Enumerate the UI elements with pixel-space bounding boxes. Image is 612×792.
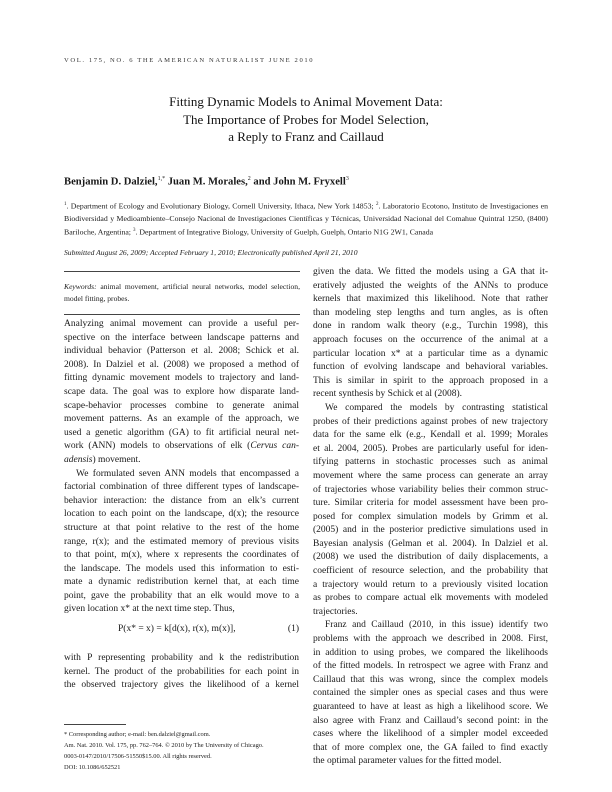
text-line: work (ANN) models to observations of elk (Cervus can- — [64, 441, 300, 452]
footnote-rule — [64, 724, 126, 725]
text-line: of trajectories whose variability belies their common struc- — [313, 484, 548, 495]
text-line: guaranteed to have at least as high a likelihood score. We — [313, 702, 548, 712]
text-line: factorial combination of three different types of landscape- — [64, 482, 299, 493]
footnote-citation: Am. Nat. 2010. Vol. 175, pp. 762–764. © 2010 by The University of Chicago. — [64, 742, 264, 749]
footnote-corresponding-author: * Corresponding author; e-mail: ben.dalziel@gmail.com. — [64, 731, 211, 738]
text-line: particular location x* at a particular time as a dynamic — [313, 348, 548, 359]
text-line: Franz and Caillaud (2010, in this issue) identify two — [325, 620, 548, 631]
running-head: VOL. 175, NO. 6 THE AMERICAN NATURALIST JUNE 2010 — [64, 57, 315, 64]
text-line: ture. Similar criteria for model assessment have been pro- — [313, 498, 548, 509]
text-line: This is similar in spirit to the approach proposed in a — [313, 375, 548, 386]
text-line: movement patterns. As an example of the approach, we — [64, 414, 299, 425]
keywords — [64, 281, 300, 305]
text-line: as probes to compare actual elk movements with modeled — [313, 593, 548, 604]
title-line: The Importance of Probes for Model Selection, — [183, 111, 429, 127]
article-title — [64, 93, 548, 146]
text-line: range, r(x); and the estimated memory of previous visits — [64, 536, 299, 547]
text-line: a trajectory would return to a previously visited location — [313, 579, 548, 590]
footnotes — [64, 729, 300, 773]
text-line: coefficient of resource selection, and the probability that — [313, 566, 548, 577]
text-line: behavior interaction: the distance from an elk’s current — [64, 495, 299, 506]
text-line: mate a dynamic redistribution kernel that, at each time — [64, 577, 299, 588]
text-line: individual behavior (Patterson et al. 2008; Schick et al. — [64, 346, 299, 357]
text-line: the observed trajectory gives the likelihood of a kernel — [64, 680, 299, 691]
publication-dates: Submitted August 26, 2009; Accepted February 1, 2010; Electronically published April 21, 2010 — [64, 248, 358, 257]
text-line: used a genetic algorithm (GA) to fit artificial neural net- — [64, 427, 299, 438]
text-line: Analyzing animal movement can provide a useful per- — [64, 319, 299, 329]
keywords-label: Keywords: — [64, 282, 97, 291]
text-line: Caillaud that this was wrong, since the complex models — [313, 674, 548, 685]
author-affil-marker: 2 — [247, 176, 251, 182]
author-list — [64, 176, 349, 188]
text-line: recent synthesis by Schick et al (2008). — [313, 389, 463, 400]
footnote-rights: 0003-0147/2010/17506-51550$15.00. All rights reserved. — [64, 753, 212, 760]
text-line: trajectories. — [313, 606, 358, 617]
text-line: done in random walk theory (e.g., Turchin 1998), this — [313, 321, 548, 332]
text-line: cases where the likelihood of a simpler model exceeded — [313, 729, 548, 740]
title-line: a Reply to Franz and Caillaud — [228, 129, 384, 144]
text-line: kernels that maximized this likelihood. Note that rather — [313, 294, 548, 305]
keywords-text: animal movement, artificial neural networks, model selection, model fitting, probes. — [64, 282, 300, 303]
text-line: scape-behavior processes combine to generate animal — [64, 400, 299, 411]
text-line: data for the same elk (e.g., Kendall et al. 1999; Morales — [313, 430, 548, 441]
text-line: that of more complex one, the GA failed to find exactly — [313, 742, 548, 753]
text-line: spective on the interface between landscape patterns and — [64, 332, 299, 343]
equation-1 — [64, 624, 299, 640]
text-line: approach focuses on the occurrence of the animal at a — [313, 334, 548, 345]
keywords-rule-top — [64, 271, 300, 272]
left-column-continued — [64, 652, 299, 693]
text-line: in addition to using probes, we compared the likelihoods — [313, 647, 548, 658]
text-line: (2005) and in the posterior predictive simulations used in — [313, 525, 548, 536]
author-affil-marker: 3 — [345, 176, 349, 182]
text-line: (2008) we used the distribution of daily displacements, a — [313, 552, 548, 563]
text-line: We compared the models by contrasting statistical — [325, 402, 548, 413]
author-name: and John M. Fryxell — [250, 176, 346, 188]
species-name: adensis — [64, 454, 93, 465]
text-line: Bayesian analysis (Gelman et al. 2004). In Dalziel et al. — [313, 538, 548, 549]
text-line: scape data. The goal was to explore how disparate land- — [64, 386, 299, 397]
keywords-rule-bottom — [64, 314, 300, 315]
text-line: also agree with Franz and Caillaud’s second point: in the — [313, 715, 548, 726]
equation-number: (1) — [287, 624, 299, 634]
text-line: point, gave the probability that an elk would move to a — [64, 590, 299, 601]
text-line: probes of their predictions against probes of new trajectory — [313, 416, 548, 427]
text-line: problems with the approach we described in 2008. First, — [313, 634, 548, 645]
text-line: adensis) movement. — [64, 454, 141, 465]
text-line: We formulated seven ANN models that encompassed a — [76, 468, 299, 479]
text-line: to that point, m(x), where x represents the coordinates of — [64, 550, 299, 561]
text-line: contained the simpler ones as special cases and thus were — [313, 688, 548, 699]
text-line: given location x* at the next time step. Thus, — [64, 604, 235, 615]
right-column — [313, 266, 548, 769]
text-line: given the data. We fitted the models using a GA that it- — [313, 267, 548, 277]
text-line: movement where the same process can generate an array — [313, 470, 548, 481]
text-line: eratively adjusted the weights of the ANNs to produce — [313, 280, 548, 291]
text-line: posed for complex simulation models by Grimm et al. — [313, 511, 548, 522]
author-name: Juan M. Morales, — [165, 176, 248, 188]
text-line: tifying patterns in stochastic processes such as animal — [313, 457, 548, 468]
left-column — [64, 318, 299, 617]
footnote-doi: DOI: 10.1086/652521 — [64, 764, 121, 771]
affiliations: $^1$. Department of Ecology and Evolutionary Biology, Cornell University, Ithaca, New York 14853; $^2$. Laboratorio Ecotono, Instituto de Investigaciones en Biodiversidad y Medioambiente–Consejo Nacional de Investigaciones Científicas y Técnicas, Universidad Nacional del Comahue Quintral 1250, (8400) Bariloche, Argentina; $^3$. Department of Integrative Biology, University of Guelph, Guelph, Ontario N1G 2W1, Canada — [64, 201, 548, 237]
text-line: than modeling step lengths and turn angles, as is often — [313, 307, 548, 318]
text-line: 2008). In Dalziel et al. (2008) we proposed a method of — [64, 359, 299, 370]
text-line: the optimal parameter values for the fitted model. — [313, 756, 502, 767]
text-line: location to each point on the landscape, d(x); the resource — [64, 509, 299, 520]
text-line: structure at that point relative to the rest of the home — [64, 522, 299, 533]
text-line: function of evolving landscape and behavioral variables. — [313, 362, 548, 373]
text-line: et al. 2004, 2005). Probes are particularly useful for iden- — [313, 443, 548, 454]
title-line: Fitting Dynamic Models to Animal Movement Data: — [169, 94, 443, 109]
text-line: kernel. The product of the probabilities for each point in — [64, 666, 299, 677]
species-name: Cervus can- — [250, 441, 300, 452]
author-affil-marker: 1,* — [157, 176, 166, 182]
author-name: Benjamin D. Dalziel, — [64, 176, 158, 188]
equation-body: P(x* = x) = k[d(x), r(x), m(x)], — [118, 624, 236, 634]
text-line: of the fitted models. In retrospect we agree with Franz and — [313, 661, 548, 672]
text-line: with P representing probability and k the redistribution — [64, 653, 299, 663]
text-line: the landscape. The models used this information to esti- — [64, 563, 299, 574]
text-line: fitting dynamic movement models to trajectory and land- — [64, 373, 299, 384]
